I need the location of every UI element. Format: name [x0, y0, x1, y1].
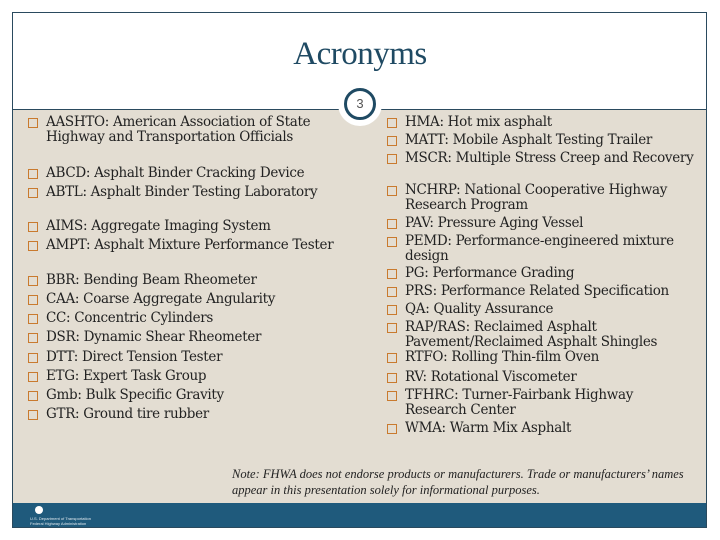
acronym-text: PAV: Pressure Aging Vessel: [405, 215, 584, 231]
acronym-item: [405, 216, 695, 231]
bullet-icon: [387, 186, 397, 196]
acronym-item: [405, 302, 695, 317]
acronym-text: AASHTO: American Association of State Highway and Transportation Officials: [46, 114, 311, 145]
acronym-item: [46, 238, 346, 253]
acronym-text: PRS: Performance Related Specification: [405, 283, 669, 299]
bullet-icon: [387, 118, 397, 128]
acronym-text: CAA: Coarse Aggregate Angularity: [46, 291, 276, 307]
bullet-icon: [28, 276, 38, 286]
acronym-text: Gmb: Bulk Specific Gravity: [46, 387, 224, 403]
acronym-item: [405, 234, 695, 264]
footer-line2: Federal Highway Administration: [30, 521, 87, 526]
bullet-icon: [28, 410, 38, 420]
bullet-icon: [387, 136, 397, 146]
acronym-item: [405, 370, 695, 385]
acronym-text: ETG: Expert Task Group: [46, 368, 207, 384]
acronym-text: ABCD: Asphalt Binder Cracking Device: [46, 165, 305, 181]
bullet-icon: [387, 373, 397, 383]
bullet-icon: [387, 305, 397, 315]
acronym-text: PG: Performance Grading: [405, 265, 575, 281]
acronym-item: [46, 273, 346, 288]
acronym-item: [46, 115, 346, 145]
bullet-icon: [28, 169, 38, 179]
bullet-icon: [28, 353, 38, 363]
bullet-icon: [387, 391, 397, 401]
acronym-item: [405, 183, 695, 213]
bullet-icon: [28, 241, 38, 251]
bullet-icon: [28, 391, 38, 401]
acronym-text: AIMS: Aggregate Imaging System: [46, 218, 271, 234]
bullet-icon: [387, 269, 397, 279]
bullet-icon: [28, 222, 38, 232]
acronym-item: [46, 330, 346, 345]
acronym-item: [46, 388, 346, 403]
acronym-item: [46, 311, 346, 326]
bullet-icon: [387, 353, 397, 363]
bullet-icon: [387, 237, 397, 247]
acronym-item: [46, 185, 346, 200]
acronym-text: RTFO: Rolling Thin-film Oven: [405, 349, 600, 365]
acronym-item: [405, 133, 695, 148]
bullet-icon: [387, 154, 397, 164]
acronym-item: [46, 166, 346, 181]
acronym-item: [405, 266, 695, 281]
acronym-text: RAP/RAS: Reclaimed Asphalt Pavement/Reclaimed Asphalt Shingles: [405, 319, 658, 350]
page-number: 3: [344, 88, 376, 120]
bullet-icon: [387, 424, 397, 434]
footer-line1: U.S. Department of Transportation: [30, 516, 91, 521]
acronym-text: MSCR: Multiple Stress Creep and Recovery: [405, 150, 694, 166]
bullet-icon: [28, 295, 38, 305]
acronym-text: AMPT: Asphalt Mixture Performance Tester: [46, 237, 334, 253]
acronym-text: DSR: Dynamic Shear Rheometer: [46, 329, 262, 345]
acronym-item: [46, 350, 346, 365]
acronym-item: [46, 292, 346, 307]
acronym-item: [405, 284, 695, 299]
acronym-text: QA: Quality Assurance: [405, 301, 554, 317]
acronym-text: WMA: Warm Mix Asphalt: [405, 420, 572, 436]
acronym-text: PEMD: Performance-engineered mixture design: [405, 233, 674, 264]
acronym-item: [405, 151, 695, 166]
footer-bar: [13, 503, 706, 527]
acronym-text: TFHRC: Turner-Fairbank Highway Research Center: [405, 387, 634, 418]
acronym-text: HMA: Hot mix asphalt: [405, 114, 552, 130]
bullet-icon: [28, 333, 38, 343]
acronym-text: BBR: Bending Beam Rheometer: [46, 272, 257, 288]
disclaimer-note: Note: FHWA does not endorse products or manufacturers. Trade or manufacturers’ names appear in this presentation solely for informational purposes.: [232, 467, 684, 497]
bullet-icon: [28, 118, 38, 128]
acronym-text: CC: Concentric Cylinders: [46, 310, 214, 326]
bullet-icon: [28, 372, 38, 382]
slide-title: Acronyms: [293, 36, 427, 72]
dot-logo-icon: [35, 506, 43, 514]
acronym-text: ABTL: Asphalt Binder Testing Laboratory: [46, 184, 318, 200]
acronym-item: [405, 115, 695, 130]
footer-logo-text: [30, 516, 91, 526]
acronym-item: [405, 350, 695, 365]
acronym-item: [405, 421, 695, 436]
acronym-item: [405, 388, 695, 418]
acronym-text: MATT: Mobile Asphalt Testing Trailer: [405, 132, 653, 148]
bullet-icon: [387, 323, 397, 333]
acronym-text: NCHRP: National Cooperative Highway Research Program: [405, 182, 668, 213]
acronym-text: RV: Rotational Viscometer: [405, 369, 577, 385]
bullet-icon: [28, 314, 38, 324]
bullet-icon: [387, 287, 397, 297]
acronym-item: [46, 369, 346, 384]
acronym-item: [405, 320, 695, 350]
acronym-text: GTR: Ground tire rubber: [46, 406, 209, 422]
acronym-item: [46, 219, 346, 234]
acronym-item: [46, 407, 346, 422]
bullet-icon: [387, 219, 397, 229]
acronym-text: DTT: Direct Tension Tester: [46, 349, 223, 365]
bullet-icon: [28, 188, 38, 198]
